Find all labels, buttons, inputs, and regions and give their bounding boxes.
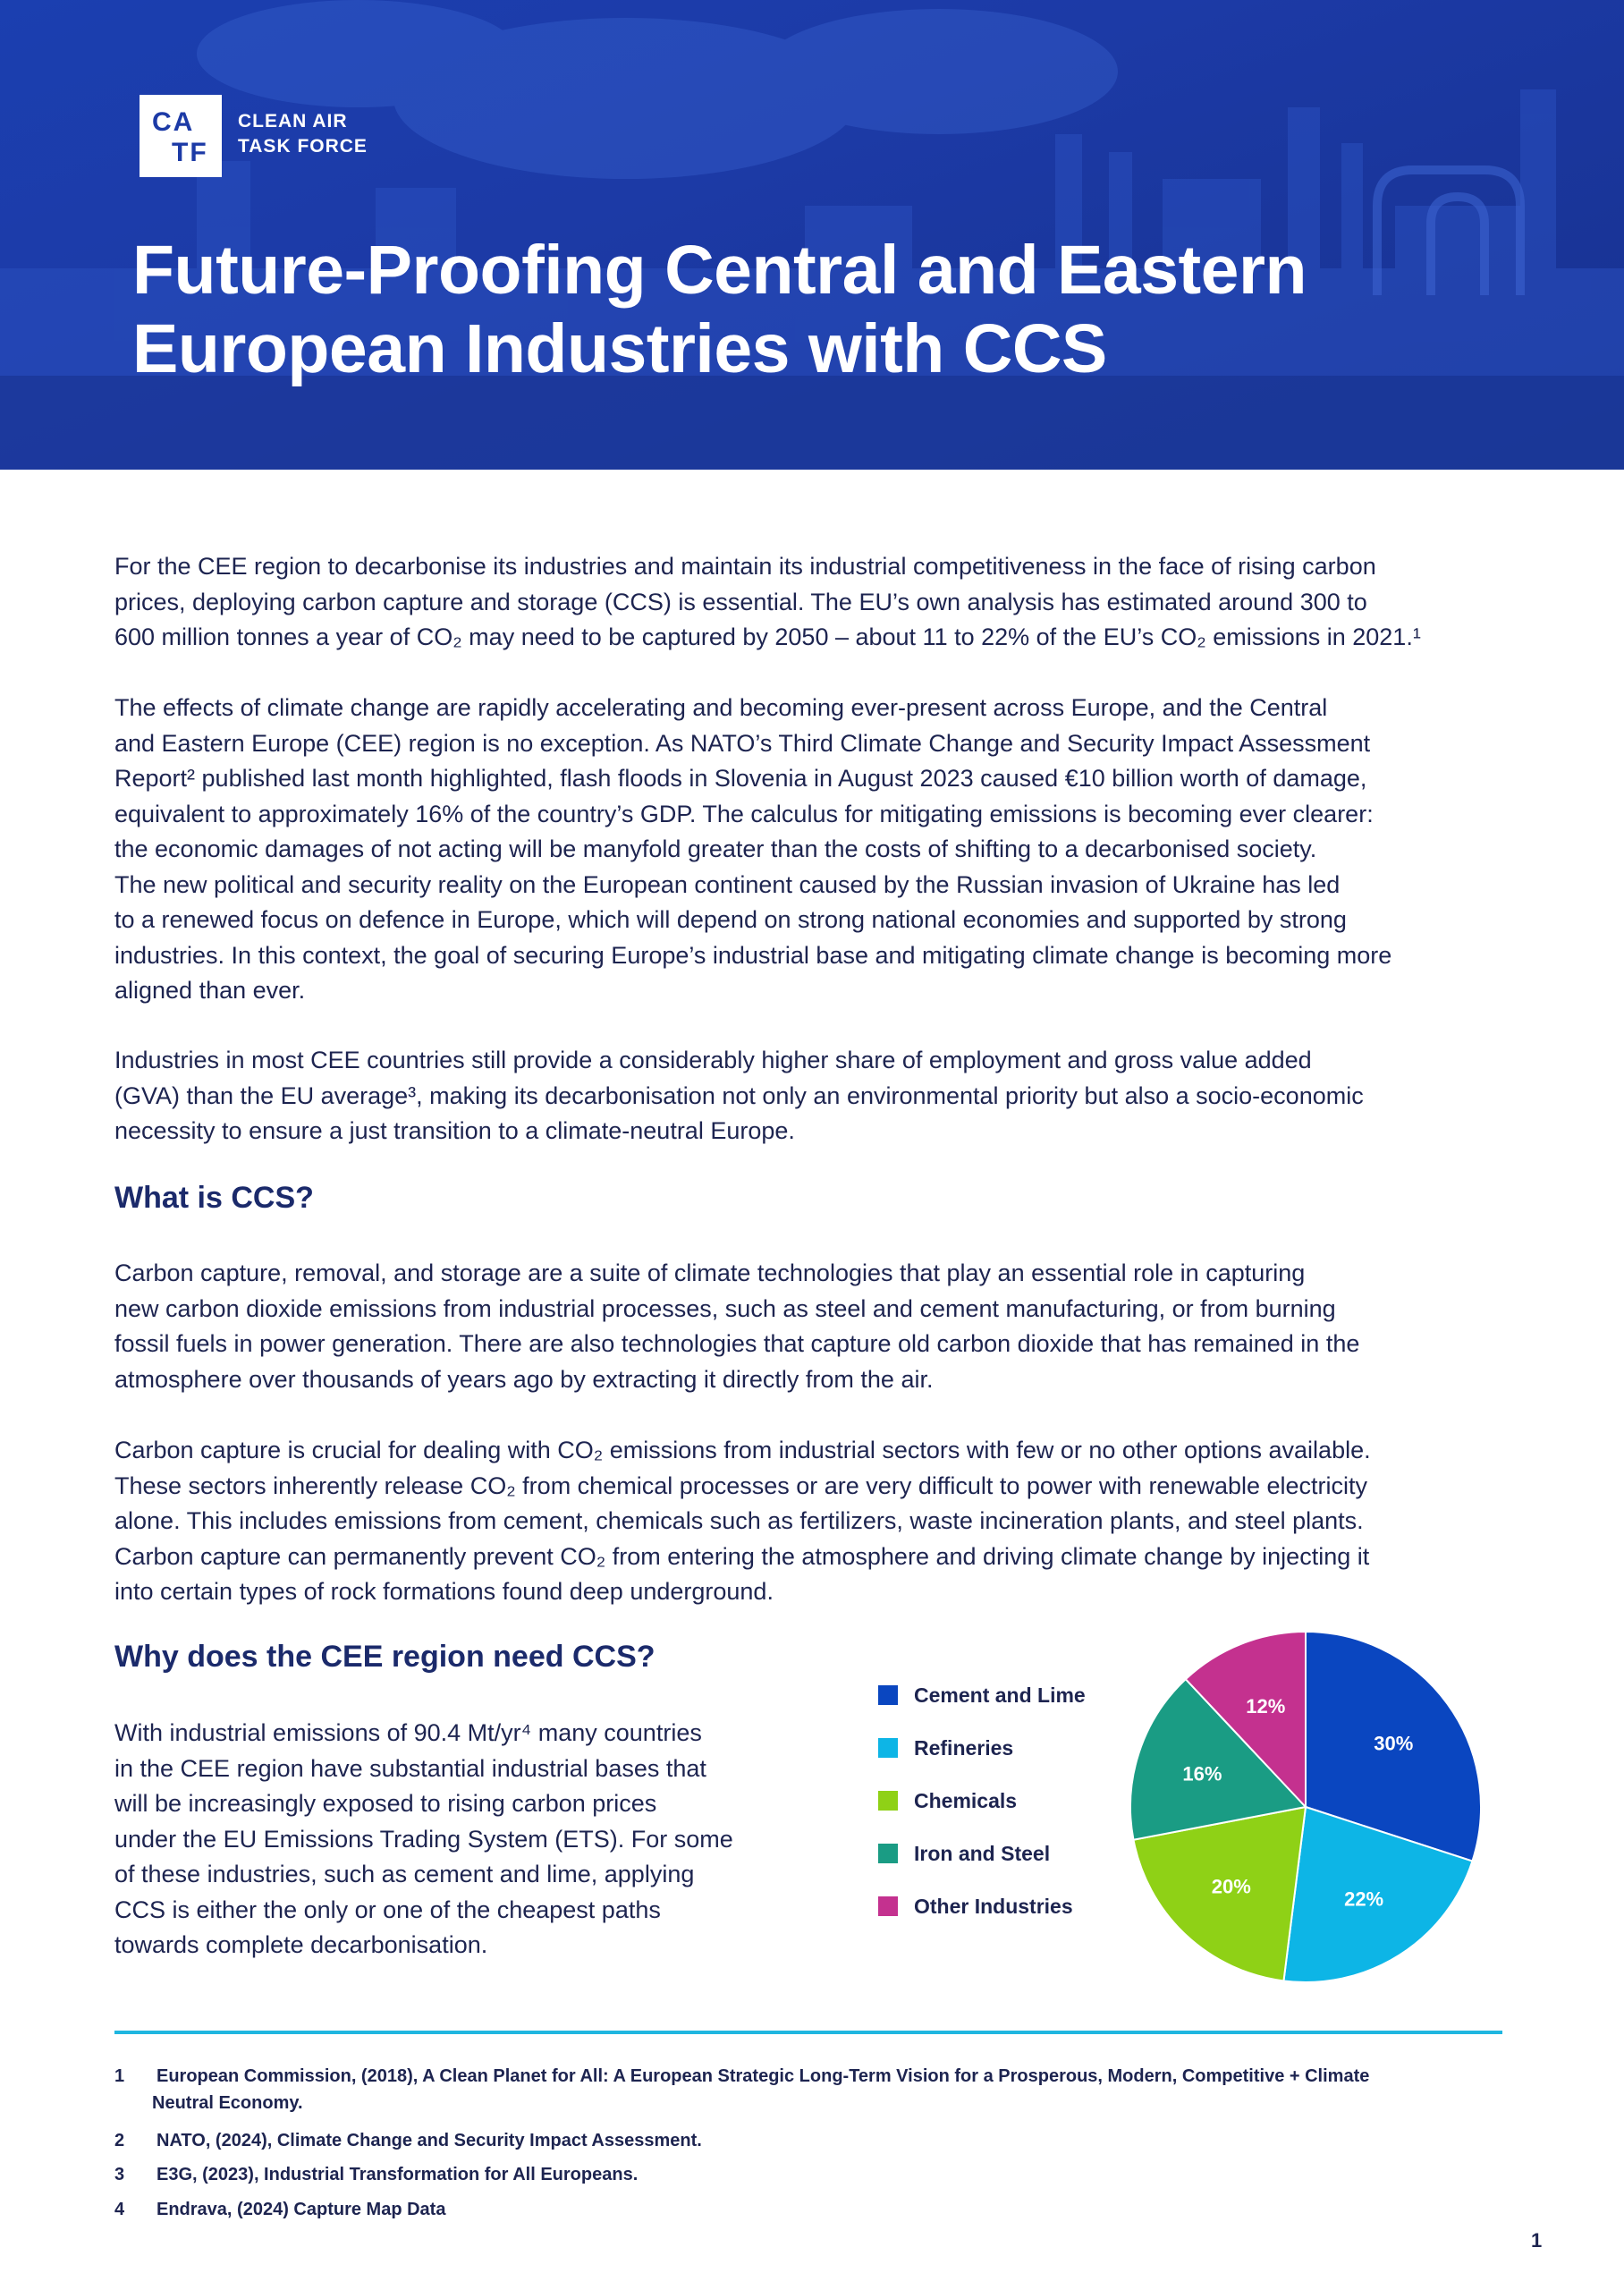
text-line: The new political and security reality on the European continent caused by the Russian invasion of Ukraine has led <box>114 870 1341 898</box>
text-line: to a renewed focus on defence in Europe, which will depend on strong national economies and supported by strong <box>114 906 1347 933</box>
legend-swatch <box>878 1896 898 1916</box>
legend-swatch <box>878 1791 898 1811</box>
text-line: atmosphere over thousands of years ago by extracting it directly from the air. <box>114 1365 934 1393</box>
hero-banner <box>0 0 1624 470</box>
text-line: industries. In this context, the goal of securing Europe’s industrial base and mitigating climate change is becoming more <box>114 941 1392 969</box>
emissions-pie-chart <box>1127 1628 1484 1986</box>
text-line: new carbon dioxide emissions from industrial processes, such as steel and cement manufacturing, or from burning <box>114 1294 1336 1322</box>
footnote-text: Endrava, (2024) Capture Map Data <box>156 2200 446 2219</box>
footnote-text: European Commission, (2018), A Clean Planet for All: A European Strategic Long-Term Vision for a Prosperous, Modern, Competitive + Climate <box>156 2066 1370 2086</box>
footnote-number: 1 <box>114 2066 125 2086</box>
legend-label: Refineries <box>914 1736 1014 1760</box>
legend-label: Cement and Lime <box>914 1684 1086 1707</box>
organization-name <box>238 109 368 159</box>
industries-paragraph <box>114 1043 1510 1149</box>
text-line: 600 million tonnes a year of CO₂ may need to be captured by 2050 – about 11 to 22% of the EU’s CO₂ emissions in 2021.¹ <box>114 623 1421 650</box>
footnote-number: 3 <box>114 2165 125 2184</box>
text-line: Industries in most CEE countries still provide a considerably higher share of employment and gross value added <box>114 1047 1312 1073</box>
text-line: alone. This includes emissions from cement, chemicals such as fertilizers, waste incineration plants, and steel plants. <box>114 1507 1364 1534</box>
text-line: the economic damages of not acting will be manyfold greater than the costs of shifting to a decarbonised society. <box>114 835 1317 862</box>
page-number: 1 <box>1531 2229 1543 2252</box>
text-line: of these industries, such as cement and lime, applying <box>114 1861 695 1887</box>
legend-swatch <box>878 1738 898 1758</box>
catf-logo <box>140 95 222 177</box>
cee-paragraph <box>114 1716 794 1963</box>
section-heading-why-cee: Why does the CEE region need CCS? <box>114 1640 656 1674</box>
page-title <box>132 231 1307 388</box>
text-line: These sectors inherently release CO₂ from chemical processes or are very difficult to power with renewable electricity <box>114 1472 1368 1499</box>
legend-label: Iron and Steel <box>914 1842 1051 1865</box>
text-line: Report² published last month highlighted, flash floods in Slovenia in August 2023 caused €10 billion worth of damage, <box>114 765 1367 792</box>
footnote-text: NATO, (2024), Climate Change and Security Impact Assessment. <box>156 2131 702 2150</box>
text-line: will be increasingly exposed to rising carbon prices <box>114 1790 657 1817</box>
organization-name-line: CLEAN AIR <box>238 111 348 131</box>
text-line: into certain types of rock formations found deep underground. <box>114 1578 774 1605</box>
footnote-number: 4 <box>114 2200 125 2219</box>
text-line: towards complete decarbonisation. <box>114 1931 488 1958</box>
text-line: equivalent to approximately 16% of the country’s GDP. The calculus for mitigating emissions is becoming ever clearer: <box>114 800 1374 827</box>
pie-slice-label: 20% <box>1211 1875 1251 1898</box>
logo-letters-top: CA <box>152 107 195 137</box>
logo-letters-bottom: TF <box>172 138 208 167</box>
text-line: With industrial emissions of 90.4 Mt/yr⁴ many countries <box>114 1719 702 1746</box>
page-title-line: European Industries with CCS <box>132 310 1107 387</box>
text-line: Carbon capture can permanently prevent CO₂ from entering the atmosphere and driving climate change by injecting it <box>114 1542 1370 1570</box>
carbon-capture-paragraph <box>114 1433 1510 1610</box>
footnote-text: E3G, (2023), Industrial Transformation for All Europeans. <box>156 2165 639 2184</box>
pie-slice-label: 12% <box>1246 1695 1286 1718</box>
pie-slice-label: 16% <box>1182 1762 1222 1785</box>
text-line: aligned than ever. <box>114 977 306 1004</box>
text-line: (GVA) than the EU average³, making its decarbonisation not only an environmental priority but also a socio-economic <box>114 1081 1364 1109</box>
intro-paragraph <box>114 549 1510 656</box>
text-line: under the EU Emissions Trading System (ETS). For some <box>114 1825 733 1853</box>
ccs-definition-paragraph <box>114 1256 1510 1397</box>
text-line: and Eastern Europe (CEE) region is no exception. As NATO’s Third Climate Change and Security Impact Assessment <box>114 729 1371 757</box>
climate-paragraph <box>114 691 1510 1009</box>
legend-swatch <box>878 1844 898 1863</box>
section-heading-what-is-ccs: What is CCS? <box>114 1181 314 1215</box>
footnote-text-continued: Neutral Economy. <box>152 2093 303 2113</box>
footnote-number: 2 <box>114 2131 125 2150</box>
text-line: Carbon capture is crucial for dealing with CO₂ emissions from industrial sectors with few or no other options available. <box>114 1437 1371 1463</box>
text-line: CCS is either the only or one of the cheapest paths <box>114 1896 661 1923</box>
text-line: The effects of climate change are rapidly accelerating and becoming ever-present across Europe, and the Central <box>114 694 1328 721</box>
text-line: in the CEE region have substantial industrial bases that <box>114 1754 706 1782</box>
text-line: fossil fuels in power generation. There are also technologies that capture old carbon dioxide that has remained in the <box>114 1330 1360 1357</box>
text-line: Carbon capture, removal, and storage are a suite of climate technologies that play an essential role in capturing <box>114 1260 1306 1286</box>
organization-name-line: TASK FORCE <box>238 136 368 157</box>
legend-swatch <box>878 1685 898 1705</box>
text-line: For the CEE region to decarbonise its industries and maintain its industrial competitiveness in the face of rising carbon <box>114 553 1376 580</box>
text-line: prices, deploying carbon capture and storage (CCS) is essential. The EU’s own analysis has estimated around 300 to <box>114 588 1367 615</box>
legend-label: Other Industries <box>914 1895 1073 1918</box>
page-title-line: Future-Proofing Central and Eastern <box>132 232 1307 309</box>
legend-label: Chemicals <box>914 1789 1018 1812</box>
pie-slice-label: 22% <box>1344 1887 1384 1911</box>
pie-slice-label: 30% <box>1374 1732 1414 1755</box>
footnote-divider <box>114 2031 1502 2034</box>
text-line: necessity to ensure a just transition to a climate-neutral Europe. <box>114 1117 795 1144</box>
